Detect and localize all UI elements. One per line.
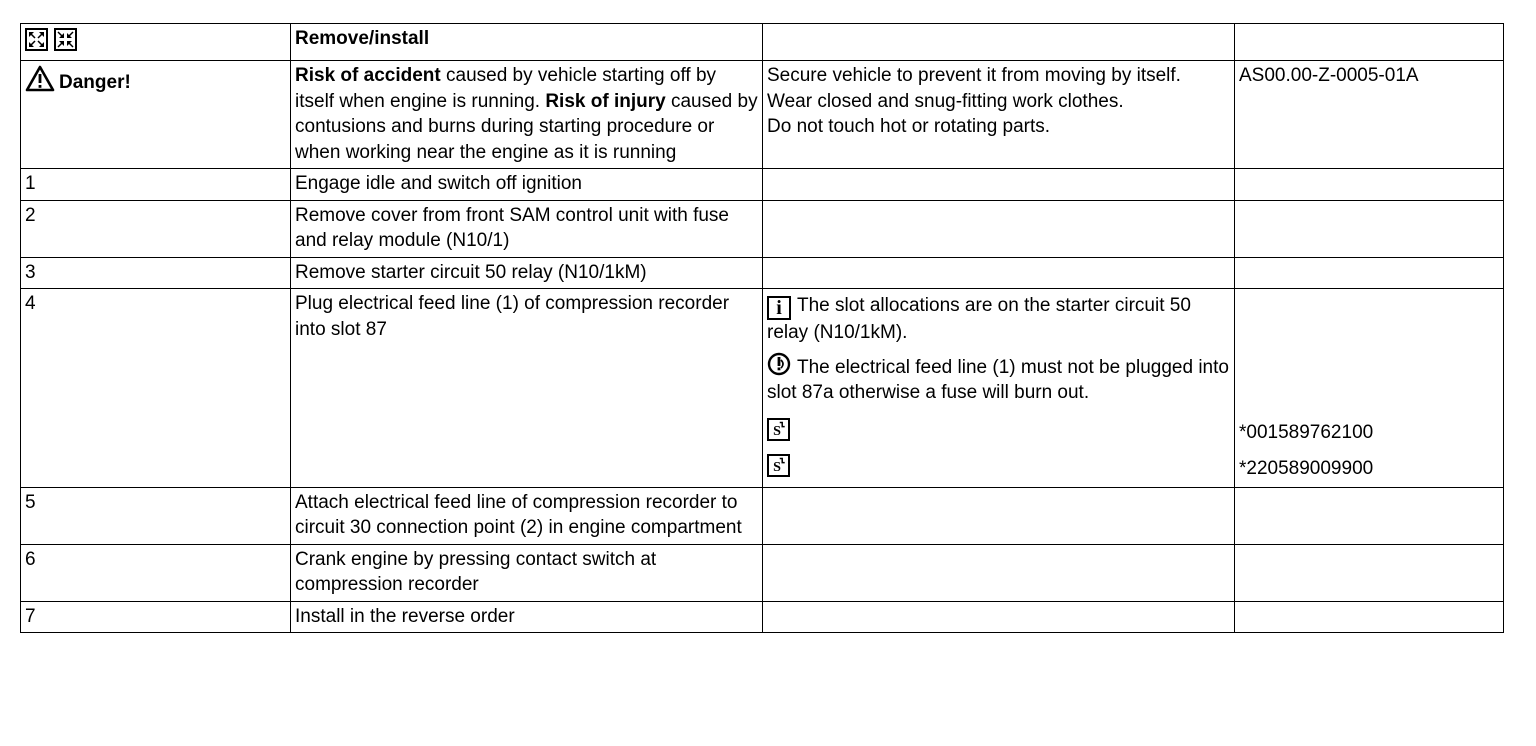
- step-text: Remove starter circuit 50 relay (N10/1kM): [291, 257, 763, 289]
- step-notes: [763, 601, 1235, 633]
- step-ref: [1235, 544, 1504, 601]
- header-empty-3: [763, 24, 1235, 61]
- collapse-arrows-icon[interactable]: [54, 28, 77, 51]
- caution-note-text: The electrical feed line (1) must not be plugged into slot 87a otherwise a fuse will burn out.: [767, 356, 1229, 403]
- step-number: 5: [21, 487, 291, 544]
- step-text: Engage idle and switch off ignition: [291, 169, 763, 201]
- step-notes: [763, 544, 1235, 601]
- step-ref: [1235, 289, 1504, 488]
- header-title: Remove/install: [291, 24, 763, 61]
- step-row: [21, 200, 1504, 257]
- special-tool-icon[interactable]: [767, 454, 790, 477]
- step-text: Attach electrical feed line of compression recorder to circuit 30 connection point (2) in engine compartment: [291, 487, 763, 544]
- risk-injury-label: Risk of injury: [545, 90, 666, 112]
- tool-line: [767, 448, 1230, 484]
- step-notes: [763, 487, 1235, 544]
- step-row: [21, 487, 1504, 544]
- step-number: 3: [21, 257, 291, 289]
- info-note: [767, 293, 1230, 346]
- risk-injury-text: caused by contusions and burns during starting procedure or when working near the engine as it is running: [295, 90, 758, 163]
- step-notes: [763, 289, 1235, 488]
- tool-line: [767, 412, 1230, 448]
- svg-text:S: S: [773, 422, 781, 439]
- step-notes: [763, 200, 1235, 257]
- danger-description: [291, 61, 763, 169]
- warning-triangle-icon: [25, 65, 55, 92]
- step-notes: [763, 169, 1235, 201]
- risk-accident-label: Risk of accident: [295, 65, 441, 86]
- danger-reference-link[interactable]: AS00.00-Z-0005-01A: [1235, 61, 1504, 169]
- risk-accident-text: caused by vehicle starting off by itself when engine is running.: [295, 65, 717, 112]
- info-icon: i: [767, 296, 791, 320]
- step-row: [21, 544, 1504, 601]
- tool-number-link[interactable]: *001589762100: [1239, 421, 1374, 443]
- procedure-table: [20, 23, 1504, 633]
- header-row: [21, 24, 1504, 61]
- step-number: 7: [21, 601, 291, 633]
- header-empty-4: [1235, 24, 1504, 61]
- step-row: [21, 601, 1504, 633]
- danger-label: Danger!: [59, 72, 131, 93]
- measure-line: Wear closed and snug-fitting work clothes.: [767, 90, 1124, 112]
- step-notes: [763, 257, 1235, 289]
- danger-label-cell: [21, 61, 291, 169]
- step-number: 6: [21, 544, 291, 601]
- svg-text:S: S: [773, 458, 781, 475]
- step-number: 1: [21, 169, 291, 201]
- step-text: Crank engine by pressing contact switch at compression recorder: [291, 544, 763, 601]
- step-ref: [1235, 257, 1504, 289]
- step-text: Install in the reverse order: [291, 601, 763, 633]
- caution-circle-icon: [767, 352, 791, 376]
- measure-line: Do not touch hot or rotating parts.: [767, 116, 1051, 137]
- tool-number-link[interactable]: *220589009900: [1239, 457, 1374, 479]
- step-ref: [1235, 487, 1504, 544]
- step-number: 4: [21, 289, 291, 488]
- special-tool-icon[interactable]: [767, 418, 790, 441]
- step-number: 2: [21, 200, 291, 257]
- step-ref: [1235, 601, 1504, 633]
- step-text: Remove cover from front SAM control unit with fuse and relay module (N10/1): [291, 200, 763, 257]
- danger-measures: [763, 61, 1235, 169]
- step-ref: [1235, 169, 1504, 201]
- info-note-text: The slot allocations are on the starter circuit 50 relay (N10/1kM).: [767, 295, 1191, 343]
- header-icons-cell: [21, 24, 291, 61]
- caution-note: [767, 352, 1230, 406]
- step-ref: [1235, 200, 1504, 257]
- step-row: [21, 257, 1504, 289]
- step-row: [21, 169, 1504, 201]
- measure-line: Secure vehicle to prevent it from moving by itself.: [767, 65, 1181, 86]
- expand-arrows-icon[interactable]: [25, 28, 48, 51]
- step-row: [21, 289, 1504, 488]
- danger-row: [21, 61, 1504, 169]
- step-text: Plug electrical feed line (1) of compression recorder into slot 87: [291, 289, 763, 488]
